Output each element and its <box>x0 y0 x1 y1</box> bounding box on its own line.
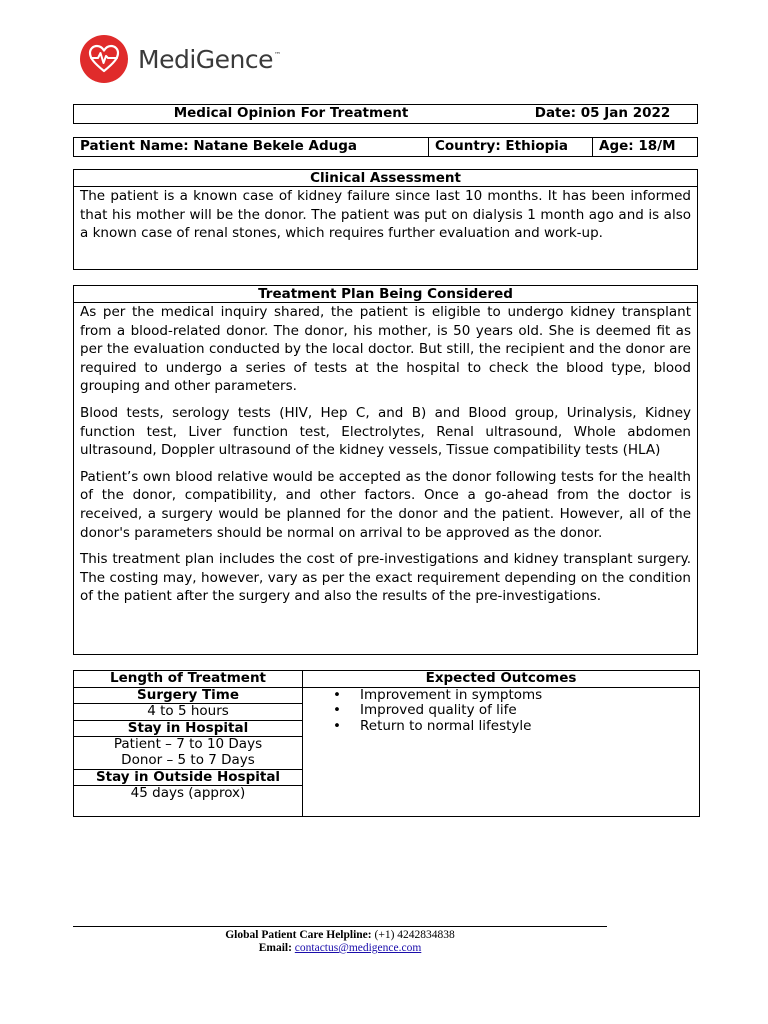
treatment-plan-section <box>73 285 698 655</box>
outside-stay-label: Stay in Outside Hospital <box>74 769 303 786</box>
clinical-assessment-text: The patient is a known case of kidney failure since last 10 months. It has been informed that his mother will be the donor. The patient was put on dialysis 1 month ago and is also a known case of renal stones, which requires further evaluation and work-up. <box>80 188 691 242</box>
outcomes-list <box>307 688 695 735</box>
helpline-value: (+1) 4242834838 <box>374 929 455 941</box>
heart-pulse-icon <box>80 35 128 83</box>
document-date: Date: 05 Jan 2022 <box>534 105 671 121</box>
brand-logo <box>80 35 281 83</box>
outcomes-heading: Expected Outcomes <box>303 671 700 688</box>
footer-divider <box>73 926 607 927</box>
patient-country: Country: Ethiopia <box>429 138 593 156</box>
patient-name: Patient Name: Natane Bekele Aduga <box>74 138 429 156</box>
email-link[interactable]: contactus@medigence.com <box>294 942 422 954</box>
footer-helpline <box>73 929 607 942</box>
length-heading: Length of Treatment <box>74 671 303 688</box>
treatment-paragraph: Blood tests, serology tests (HIV, Hep C, and B) and Blood group, Urinalysis, Kidney function test, Liver function test, Electrolytes, Renal ultrasound, Whole abdomen ultrasound, Doppler ultrasound of the kidney vessels, Tissue compatibility tests (HLA) <box>80 404 691 459</box>
treatment-paragraph: Patient’s own blood relative would be accepted as the donor following tests for the health of the donor, compatibility, and other factors. Once a go-ahead from the doctor is received, a surgery would be planned for the donor and the patient. However, all of the donor's parameters should be normal on arrival to be approved as the donor. <box>80 468 691 541</box>
treatment-paragraph: As per the medical inquiry shared, the patient is eligible to undergo kidney transplant from a blood-related donor. The donor, his mother, is 50 years old. She is deemed fit as per the evaluation conducted by the local doctor. But still, the recipient and the donor are required to undergo a series of tests at the hospital to check the blood type, blood grouping and other parameters. <box>80 304 691 395</box>
list-item: • Return to normal lifestyle <box>333 719 695 735</box>
treatment-paragraph: This treatment plan includes the cost of pre-investigations and kidney transplant surgery. The costing may, however, vary as per the exact requirement depending on the condition of the patient after the surgery and also the results of the pre-investigations. <box>80 551 691 605</box>
surgery-time-value: 4 to 5 hours <box>74 704 303 721</box>
hospital-stay-label: Stay in Hospital <box>74 720 303 737</box>
helpline-label: Global Patient Care Helpline: <box>225 929 372 941</box>
patient-age: Age: 18/M <box>599 138 676 154</box>
footer-email <box>73 942 607 955</box>
title-row <box>73 104 698 124</box>
list-item: • Improved quality of life <box>333 703 695 719</box>
list-item: • Improvement in symptoms <box>333 688 695 704</box>
email-label: Email: <box>258 942 292 954</box>
clinical-assessment-heading: Clinical Assessment <box>74 170 697 187</box>
brand-name: MediGence™ <box>138 44 281 74</box>
patient-row <box>73 137 698 157</box>
hospital-stay-value <box>74 737 303 769</box>
outcomes-cell <box>303 687 700 817</box>
outside-stay-value: 45 days (approx) <box>74 786 303 817</box>
hospital-stay-patient: Patient – 7 to 10 Days <box>113 736 263 753</box>
length-outcomes-table <box>73 670 700 817</box>
surgery-time-label: Surgery Time <box>74 687 303 704</box>
treatment-plan-heading: Treatment Plan Being Considered <box>74 286 697 303</box>
document-title: Medical Opinion For Treatment <box>173 105 409 121</box>
clinical-assessment-section <box>73 169 698 270</box>
hospital-stay-donor: Donor – 5 to 7 Days <box>121 751 255 768</box>
